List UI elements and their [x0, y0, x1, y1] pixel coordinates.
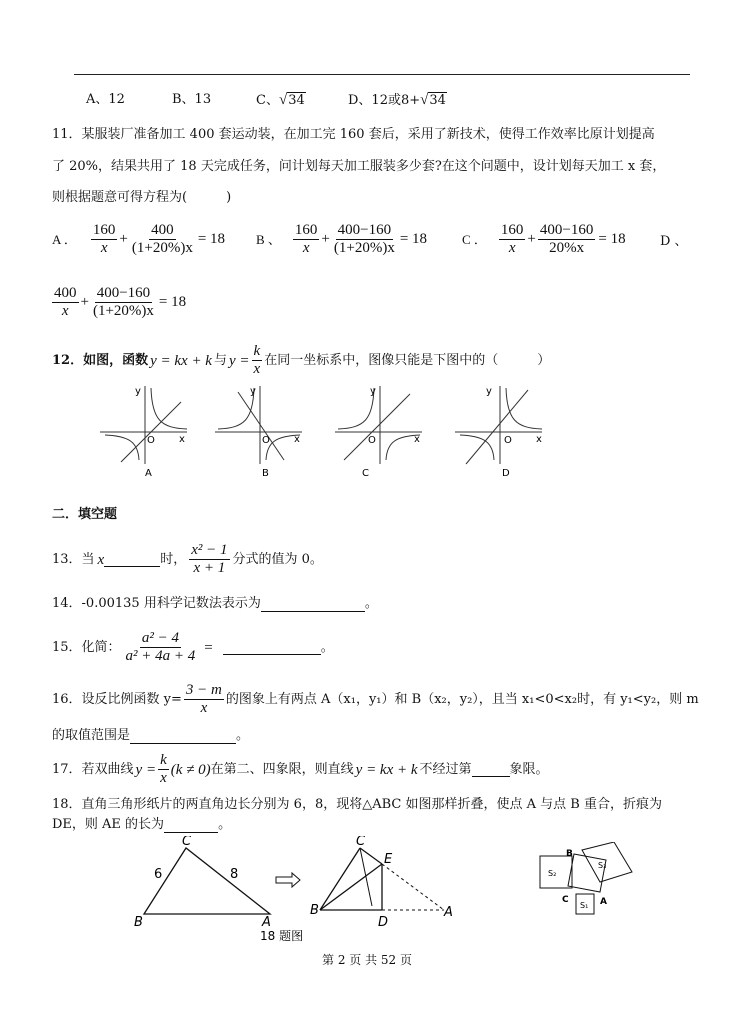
graph-c-origin-label: O [368, 435, 376, 446]
q10-option-d: D、12或8+√34 [348, 92, 446, 108]
graph-b [215, 386, 302, 479]
q13-answer-blank [104, 552, 160, 567]
q15: 15．化简： $\frac{\text{a² − 4}}{\text{a² + 4a + 4}}$ = 。 [52, 630, 334, 664]
q17: 17．若双曲线 y = $\frac{k}{x}$ (k ≠ 0) 在第二、四象限，则直线 y = kx + k 不经过第 象限。 [52, 752, 549, 786]
label-a: A [262, 915, 271, 930]
graph-b-origin-label: O [262, 435, 270, 446]
graph-d-letter: D [502, 468, 510, 479]
q11-option-d-label: D 、 [660, 234, 688, 249]
graph-c-letter: C [362, 468, 369, 479]
q18-answer-blank [164, 818, 218, 833]
graph-b-line [238, 392, 284, 460]
fold-shade [360, 848, 372, 906]
graph-a-x-label: x [179, 434, 185, 445]
q14-answer-blank [261, 597, 365, 612]
q17-answer-blank [472, 762, 510, 777]
sq-label-a: A [600, 897, 607, 907]
graph-d-curve-2 [460, 435, 494, 460]
q10-option-c: C、√34 [256, 92, 305, 108]
fold-bc [320, 848, 360, 910]
q11-option-c: C ． $\frac{160}{x}$ + $\frac{400-160}{20\%x}$ = 18 [462, 222, 626, 256]
q16-answer-blank [130, 729, 236, 744]
q18-line1: 18．直角三角形纸片的两直角边长分别为 6，8，现将△ABC 如图那样折叠，使点 A 与点 B 重合，折痕为 [52, 797, 662, 812]
graph-c [335, 386, 422, 479]
square-s3 [582, 842, 632, 882]
graph-d-x-label: x [536, 434, 542, 445]
header-rule [74, 74, 690, 75]
q10-option-b: B、13 [172, 92, 212, 107]
graph-a-origin-label: O [147, 435, 155, 446]
sq-label-c: C [562, 895, 569, 905]
fold-arrow-icon [276, 873, 300, 887]
q12-stem: 12．如图，函数 y = kx + k 与 y = $\frac{k}{x}$ 在同一坐标系中，图像只能是下图中的（ ） [52, 343, 551, 377]
q16-line1: 16．设反比例函数 y= $\frac{3 - m}{x}$ 的图象上有两点 A（x₁，y₁）和 B（x₂，y₂），且当 x₁<0<x₂时，有 y₁<y₂，则 m [52, 682, 699, 716]
q18-fold-figure [120, 836, 490, 946]
graph-d-line [466, 390, 528, 464]
graph-a-curve-2 [105, 435, 139, 460]
label-b: B [134, 915, 143, 930]
q18-line2: DE，则 AE 的长为 。 [52, 817, 232, 832]
q11-line2: 了 20%，结果共用了 18 天完成任务，问计划每天加工服装多少套?在这个问题中，设计划每天加工 x 套， [52, 159, 666, 174]
label-six: 6 [154, 867, 163, 882]
q13: 13．当 x 时， $\frac{\text{x² − 1}}{x + 1}$ 分式的值为 0。 [52, 542, 323, 576]
graph-d-origin-label: O [504, 435, 512, 446]
graph-c-curve-1 [338, 388, 374, 429]
q11-option-b: B 、 $\frac{160}{x}$ + $\frac{400-160}{(1+20\%)x}$ = 18 [256, 222, 428, 256]
q11-option-a: A ． $\frac{160}{x}$ + $\frac{400}{(1+20\%)x}$ = 18 [52, 222, 226, 256]
graph-b-x-label: x [294, 434, 300, 445]
fold-ea-dashed [382, 864, 444, 910]
label-a-2: A [444, 905, 453, 920]
section-2-title: 二．填空题 [52, 507, 118, 522]
label-b-2: B [310, 903, 319, 918]
squares-figure [536, 842, 646, 922]
fold-be [320, 864, 382, 910]
sq-label-b: B [566, 849, 573, 859]
graph-b-letter: B [262, 468, 269, 479]
graph-a-y-label: y [135, 386, 141, 397]
q11-line3: 则根据题意可得方程为( ) [52, 190, 232, 205]
q12-graphs [95, 380, 555, 480]
fig-caption: 18 题图 [260, 929, 304, 943]
label-eight: 8 [230, 867, 239, 882]
q16-line2: 的取值范围是 。 [52, 728, 250, 743]
graph-b-y-label: y [250, 386, 256, 397]
sq-label-s3: S₃ [598, 861, 607, 870]
graph-a-curve-1 [151, 388, 187, 429]
label-c-2: C [356, 836, 366, 849]
graph-a-letter: A [145, 468, 152, 479]
q15-answer-blank [223, 640, 321, 655]
q10-option-a: A、12 [86, 92, 125, 107]
q14: 14．-0.00135 用科学记数法表示为 。 [52, 596, 378, 611]
label-e: E [384, 852, 393, 867]
label-c: C [182, 836, 192, 849]
graph-c-y-label: y [370, 386, 376, 397]
graph-d-y-label: y [486, 386, 492, 397]
label-d: D [378, 915, 389, 930]
graph-a [100, 386, 187, 479]
sq-label-s2: S₂ [548, 869, 557, 878]
page-footer: 第 2 页 共 52 页 [322, 953, 412, 967]
q11-option-d: $\frac{400}{x}$ + $\frac{400-160}{(1+20\%)x}$ = 18 [54, 285, 187, 319]
triangle-abc [144, 848, 270, 914]
graph-d [455, 386, 542, 479]
sq-label-s1: S₁ [580, 901, 589, 910]
q11-line1: 11．某服装厂准备加工 400 套运动装，在加工完 160 套后，采用了新技术，使得工作效率比原计划提高 [52, 127, 655, 142]
graph-c-x-label: x [414, 434, 420, 445]
